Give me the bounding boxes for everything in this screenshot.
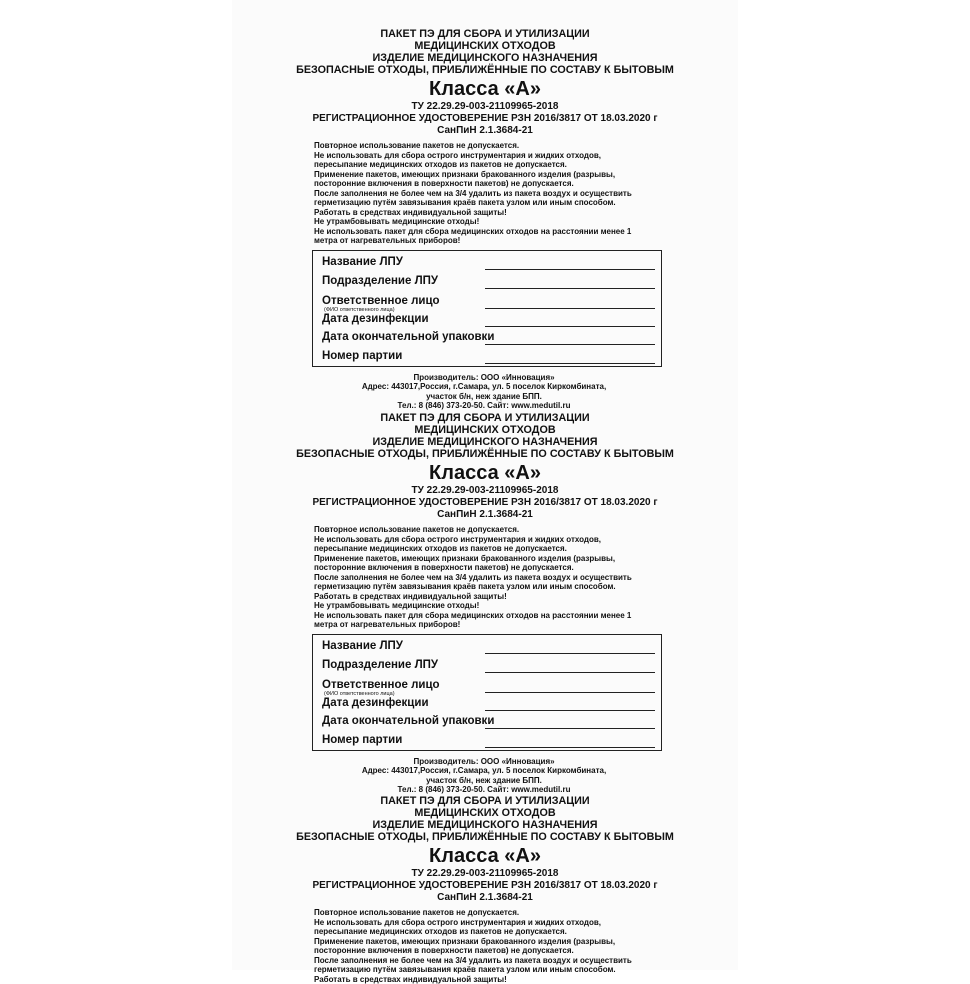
header-line: МЕДИЦИНСКИХ ОТХОДОВ: [237, 40, 733, 52]
note-line: Не утрамбовывать медицинские отходы!: [314, 217, 704, 227]
form-label: Подразделение ЛПУ: [322, 658, 438, 672]
fill-line: [485, 747, 655, 748]
bag-header: [237, 795, 733, 843]
tu-code: ТУ 22.29.29-003-21109965-2018: [232, 485, 738, 497]
manufacturer-info: [334, 757, 634, 795]
form-label: Ответственное лицо: [322, 294, 440, 308]
note-line: Не использовать для сбора острого инструментария и жидких отходов,: [314, 535, 704, 545]
header-line: ПАКЕТ ПЭ ДЛЯ СБОРА И УТИЛИЗАЦИИ: [237, 28, 733, 40]
note-line: метра от нагревательных приборов!: [314, 236, 704, 246]
manufacturer-info: [334, 373, 634, 411]
note-line: Не использовать пакет для сбора медицинских отходов на расстоянии менее 1: [314, 227, 704, 237]
info-form: [312, 634, 662, 751]
note-line: Не использовать для сбора острого инструментария и жидких отходов,: [314, 151, 704, 161]
header-line: БЕЗОПАСНЫЕ ОТХОДЫ, ПРИБЛИЖЁННЫЕ ПО СОСТАВУ К БЫТОВЫМ: [237, 448, 733, 460]
sanpin-line: СанПиН 2.1.3684-21: [232, 892, 738, 904]
usage-notes: [314, 525, 704, 630]
header-line: ИЗДЕЛИЕ МЕДИЦИНСКОГО НАЗНАЧЕНИЯ: [237, 52, 733, 64]
form-label: Номер партии: [322, 349, 402, 363]
fill-line: [485, 692, 655, 693]
form-row-name: [322, 639, 655, 657]
note-line: герметизацию путём завязывания краёв пакета узлом или иным способом.: [314, 198, 704, 208]
form-row-name: [322, 255, 655, 273]
usage-notes: [314, 908, 704, 984]
maker-line: участок б/н, неж здание БПП.: [334, 776, 634, 786]
note-line: Повторное использование пакетов не допускается.: [314, 141, 704, 151]
fill-line: [485, 288, 655, 289]
note-line: После заполнения не более чем на 3/4 удалить из пакета воздух и осуществить: [314, 956, 704, 966]
note-line: метра от нагревательных приборов!: [314, 620, 704, 630]
label-block-1: [232, 28, 738, 411]
header-line: ПАКЕТ ПЭ ДЛЯ СБОРА И УТИЛИЗАЦИИ: [237, 795, 733, 807]
registration-line: РЕГИСТРАЦИОННОЕ УДОСТОВЕРЕНИЕ РЗН 2016/3817 ОТ 18.03.2020 г: [232, 880, 738, 892]
fill-line: [485, 363, 655, 364]
form-label: Подразделение ЛПУ: [322, 274, 438, 288]
note-line: Не использовать пакет для сбора медицинских отходов на расстоянии менее 1: [314, 611, 704, 621]
note-line: пересыпание медицинских отходов из пакетов не допускается.: [314, 544, 704, 554]
header-line: БЕЗОПАСНЫЕ ОТХОДЫ, ПРИБЛИЖЁННЫЕ ПО СОСТАВУ К БЫТОВЫМ: [237, 831, 733, 843]
maker-line: Тел.: 8 (846) 373-20-50. Сайт: www.medutil.ru: [334, 401, 634, 411]
form-label: Номер партии: [322, 733, 402, 747]
form-row-responsible: [322, 294, 655, 312]
note-line: Не использовать для сбора острого инструментария и жидких отходов,: [314, 918, 704, 928]
note-line: Применение пакетов, имеющих признаки бракованного изделия (разрывы,: [314, 937, 704, 947]
note-line: Работать в средствах индивидуальной защиты!: [314, 975, 704, 984]
note-line: Работать в средствах индивидуальной защиты!: [314, 592, 704, 602]
maker-line: Производитель: ООО «Инновация»: [334, 373, 634, 383]
tu-code: ТУ 22.29.29-003-21109965-2018: [232, 868, 738, 880]
maker-line: Адрес: 443017,Россия, г.Самара, ул. 5 поселок Киркомбината,: [334, 382, 634, 392]
fill-line: [485, 344, 655, 345]
header-line: БЕЗОПАСНЫЕ ОТХОДЫ, ПРИБЛИЖЁННЫЕ ПО СОСТАВУ К БЫТОВЫМ: [237, 64, 733, 76]
note-line: пересыпание медицинских отходов из пакетов не допускается.: [314, 160, 704, 170]
form-row-division: [322, 274, 655, 292]
form-row-batch: [322, 349, 655, 367]
fill-line: [485, 653, 655, 654]
note-line: посторонние включения в поверхности пакетов) не допускается.: [314, 946, 704, 956]
note-line: Повторное использование пакетов не допускается.: [314, 908, 704, 918]
maker-line: участок б/н, неж здание БПП.: [334, 392, 634, 402]
sanpin-line: СанПиН 2.1.3684-21: [232, 125, 738, 137]
form-label: Дата дезинфекции: [322, 696, 429, 710]
header-line: МЕДИЦИНСКИХ ОТХОДОВ: [237, 807, 733, 819]
fill-line: [485, 672, 655, 673]
fill-line: [485, 269, 655, 270]
header-line: МЕДИЦИНСКИХ ОТХОДОВ: [237, 424, 733, 436]
fill-line: [485, 710, 655, 711]
fill-line: [485, 728, 655, 729]
note-line: Применение пакетов, имеющих признаки бракованного изделия (разрывы,: [314, 554, 704, 564]
note-line: После заполнения не более чем на 3/4 удалить из пакета воздух и осуществить: [314, 573, 704, 583]
maker-line: Тел.: 8 (846) 373-20-50. Сайт: www.medutil.ru: [334, 785, 634, 795]
form-row-packing: [322, 714, 655, 732]
fill-line: [485, 326, 655, 327]
maker-line: Производитель: ООО «Инновация»: [334, 757, 634, 767]
class-title: Класса «А»: [232, 844, 738, 868]
label-block-3: [232, 795, 738, 984]
class-title: Класса «А»: [232, 77, 738, 101]
maker-line: Адрес: 443017,Россия, г.Самара, ул. 5 поселок Киркомбината,: [334, 766, 634, 776]
form-hint: (ФИО ответственного лица): [324, 307, 395, 313]
registration-line: РЕГИСТРАЦИОННОЕ УДОСТОВЕРЕНИЕ РЗН 2016/3817 ОТ 18.03.2020 г: [232, 497, 738, 509]
note-line: Повторное использование пакетов не допускается.: [314, 525, 704, 535]
form-label: Название ЛПУ: [322, 639, 403, 653]
note-line: посторонние включения в поверхности пакетов) не допускается.: [314, 179, 704, 189]
header-line: ПАКЕТ ПЭ ДЛЯ СБОРА И УТИЛИЗАЦИИ: [237, 412, 733, 424]
class-title: Класса «А»: [232, 461, 738, 485]
note-line: пересыпание медицинских отходов из пакетов не допускается.: [314, 927, 704, 937]
usage-notes: [314, 141, 704, 246]
header-line: ИЗДЕЛИЕ МЕДИЦИНСКОГО НАЗНАЧЕНИЯ: [237, 819, 733, 831]
note-line: посторонние включения в поверхности пакетов) не допускается.: [314, 563, 704, 573]
label-block-2: [232, 412, 738, 795]
form-label: Ответственное лицо: [322, 678, 440, 692]
registration-line: РЕГИСТРАЦИОННОЕ УДОСТОВЕРЕНИЕ РЗН 2016/3817 ОТ 18.03.2020 г: [232, 113, 738, 125]
form-label: Дата окончательной упаковки: [322, 330, 494, 344]
form-row-responsible: [322, 678, 655, 696]
header-line: ИЗДЕЛИЕ МЕДИЦИНСКОГО НАЗНАЧЕНИЯ: [237, 436, 733, 448]
bag-header: [237, 412, 733, 460]
note-line: герметизацию путём завязывания краёв пакета узлом или иным способом.: [314, 965, 704, 975]
info-form: [312, 250, 662, 367]
form-hint: (ФИО ответственного лица): [324, 691, 395, 697]
form-label: Название ЛПУ: [322, 255, 403, 269]
form-row-division: [322, 658, 655, 676]
fill-line: [485, 308, 655, 309]
form-row-disinfection: [322, 312, 655, 330]
note-line: Работать в средствах индивидуальной защиты!: [314, 208, 704, 218]
form-label: Дата дезинфекции: [322, 312, 429, 326]
note-line: Не утрамбовывать медицинские отходы!: [314, 601, 704, 611]
form-row-disinfection: [322, 696, 655, 714]
bag-header: [237, 28, 733, 76]
form-label: Дата окончательной упаковки: [322, 714, 494, 728]
note-line: После заполнения не более чем на 3/4 удалить из пакета воздух и осуществить: [314, 189, 704, 199]
note-line: герметизацию путём завязывания краёв пакета узлом или иным способом.: [314, 582, 704, 592]
form-row-packing: [322, 330, 655, 348]
note-line: Применение пакетов, имеющих признаки бракованного изделия (разрывы,: [314, 170, 704, 180]
form-row-batch: [322, 733, 655, 751]
sanpin-line: СанПиН 2.1.3684-21: [232, 509, 738, 521]
tu-code: ТУ 22.29.29-003-21109965-2018: [232, 101, 738, 113]
waste-bag-print: [232, 0, 738, 970]
